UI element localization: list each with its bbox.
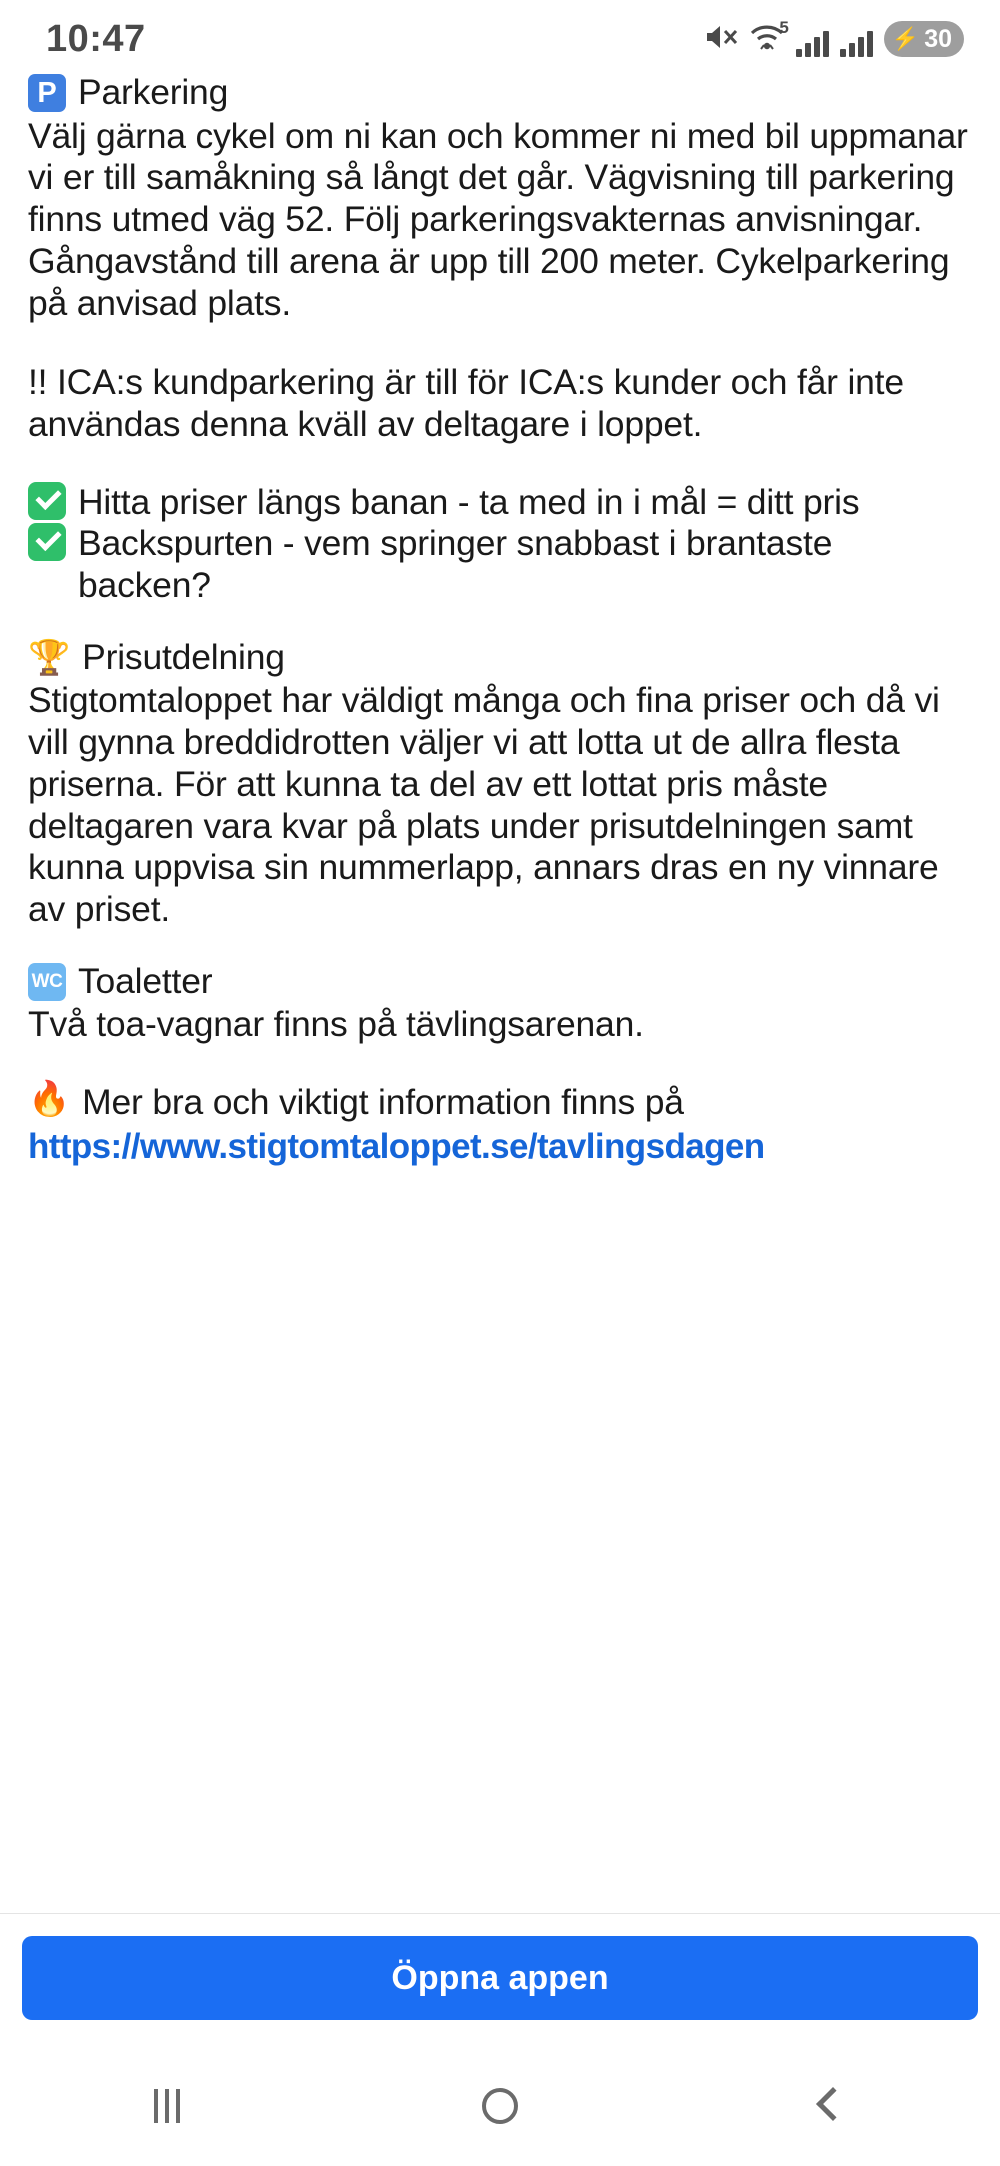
parking-heading: Parkering [78, 72, 229, 112]
more-info-row [28, 1082, 972, 1124]
trophy-icon: 🏆 [28, 638, 71, 677]
list-item [28, 482, 972, 524]
parking-badge-icon: P [28, 74, 66, 112]
signal-icon-2 [840, 27, 873, 57]
charging-bolt-icon: ⚡ [891, 26, 920, 51]
check-mark-button-icon [28, 482, 66, 520]
fire-icon: 🔥 [28, 1080, 71, 1119]
check-mark-button-icon [28, 523, 66, 561]
toilets-body: Två toa-vagnar finns på tävlingsarenan. [28, 1004, 644, 1045]
battery-charging-icon [884, 21, 964, 57]
parking-body: Välj gärna cykel om ni kan och kommer ni med bil uppmanar vi er till samåkning så långt det går. Vägvisning till parkering finns utmed väg 52. Följ parkeringsvakternas anvisningar. Gångavstånd till arena är upp till 200 meter. Cykelparkering på anvisad plats. [28, 115, 968, 323]
status-bar [0, 0, 1000, 78]
status-clock: 10:47 [46, 17, 146, 60]
toilets-heading: Toaletter [78, 960, 213, 1001]
more-info-text: Mer bra och viktigt information finns på [82, 1082, 684, 1123]
mute-icon [704, 22, 738, 57]
message-content [0, 72, 1000, 1167]
signal-icon-1 [796, 27, 829, 57]
toilets-heading-row [28, 961, 972, 1003]
home-icon [482, 2088, 518, 2124]
wifi-icon [749, 18, 789, 57]
recents-button[interactable] [92, 2089, 242, 2123]
battery-level-label: 30 [924, 24, 952, 53]
wifi-generation-label: 5 [779, 18, 789, 37]
cta-container [0, 1913, 1000, 2020]
prizes-heading-row [28, 637, 972, 679]
prizes-heading: Prisutdelning [82, 636, 285, 677]
checklist-text: Hitta priser längs banan - ta med in i mål = ditt pris [78, 481, 860, 522]
home-button[interactable] [425, 2088, 575, 2124]
back-icon [816, 2087, 850, 2121]
system-navigation-bar [0, 2046, 1000, 2166]
recents-icon [154, 2089, 180, 2123]
list-item [28, 523, 972, 606]
wc-badge-icon: WC [28, 963, 66, 1001]
open-app-button[interactable]: Öppna appen [22, 1936, 978, 2020]
more-info-link[interactable]: https://www.stigtomtaloppet.se/tavlingsdagen [28, 1126, 765, 1166]
checklist-text: Backspurten - vem springer snabbast i brantaste backen? [78, 523, 833, 606]
back-button[interactable] [758, 2092, 908, 2120]
divider [0, 1913, 1000, 1914]
prizes-body: Stigtomtaloppet har väldigt många och fina priser och då vi vill gynna breddidrotten väljer vi att lotta ut de allra flesta priserna. För att kunna ta del av ett lottat pris måste deltagaren vara kvar på plats under prisutdelningen samt kunna uppvisa sin nummerlapp, annars dras en ny vinnare av priset. [28, 680, 940, 929]
status-icons [704, 18, 964, 57]
parking-warning: !! ICA:s kundparkering är till för ICA:s kunder och får inte användas denna kväll av deltagare i loppet. [28, 362, 904, 444]
parking-heading-row [28, 72, 972, 114]
